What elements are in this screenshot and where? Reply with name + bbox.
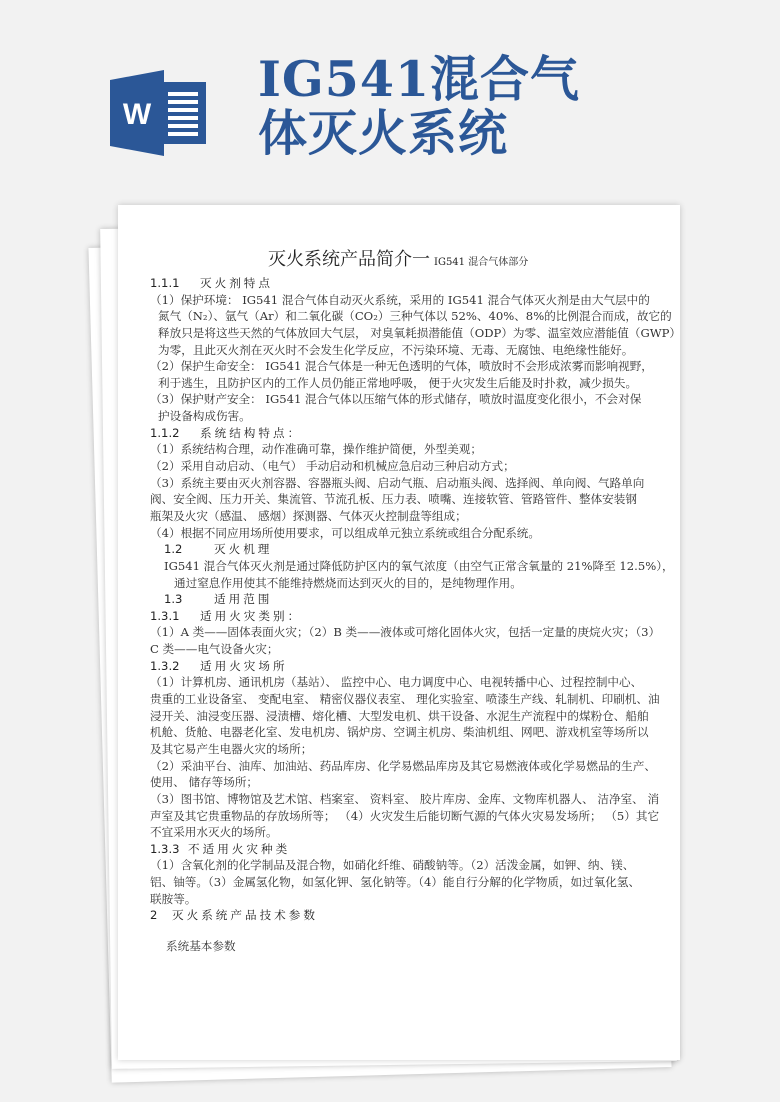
section-number: 1.3.2 xyxy=(150,658,180,673)
paragraph-line: 释放只是将这些天然的气体放回大气层， 对臭氧耗损潜能值（ODP）为零、温室效应潜能值（GWP） xyxy=(158,325,682,340)
paragraph-line: C 类——电气设备火灾； xyxy=(150,642,279,657)
section-heading xyxy=(150,425,650,442)
section-heading xyxy=(150,658,650,675)
paragraph-line: （1）保护环境： IG541 混合气体自动灭火系统，采用的 IG541 混合气体灭火剂是由大气层中的 xyxy=(150,292,650,307)
section-title: 灭火机理 xyxy=(214,542,273,557)
paragraph-line: （2）保护生命安全： IG541 混合气体是一种无色透明的气体，喷放时不会形成浓雾而影响视野， xyxy=(150,359,653,374)
paragraph-line: （1）含氧化剂的化学制品及混合物，如硝化纤维、硝酸钠等。（2）活泼金属，如钾、纳、镁、 xyxy=(150,858,635,873)
section-title: 适用火灾类别： xyxy=(200,608,303,623)
paragraph-line: （1）系统结构合理，动作准确可靠，操作维护简便，外型美观； xyxy=(150,442,483,457)
paragraph-line: 系统基本参数 xyxy=(166,938,236,953)
paragraph-line: （3）保护财产安全： IG541 混合气体以压缩气体的形式储存，喷放时温度变化很小，不会对保 xyxy=(150,392,642,407)
paragraph-line: 联胺等。 xyxy=(150,891,197,906)
paragraph-line: 利于逃生，且防护区内的工作人员仍能正常地呼吸， 便于火灾发生后能及时扑救，减少损失。 xyxy=(158,375,638,390)
paragraph-line: （2）采油平台、油库、加油站、药品库房、化学易燃品库房及其它易燃液体或化学易燃品的生产、 xyxy=(150,758,656,773)
section-title: 不适用火灾种类 xyxy=(188,841,291,856)
paragraph-line: （1）A 类——固体表面火灾；（2）B 类——液体或可熔化固体火灾，包括一定量的庚烷火灾；（3） xyxy=(150,625,661,640)
banner-title xyxy=(258,52,580,160)
paragraph-line: 阀、安全阀、压力开关、集流管、节流孔板、压力表、喷嘴、连接软管、管路管件、整体安装钢 xyxy=(150,492,637,507)
paragraph-line: 浸开关、油浸变压器、浸渍槽、熔化槽、大型发电机、烘干设备、水泥生产流程中的煤粉仓、船舶 xyxy=(150,708,649,723)
section-heading xyxy=(150,541,650,558)
paragraph-line: 瓶架及火灾（感温、 感烟）探测器、气体灭火控制盘等组成； xyxy=(150,508,467,523)
section-number: 1.3.1 xyxy=(150,608,180,623)
document-body xyxy=(150,275,682,955)
paragraph-line: 机舱、货舱、电器老化室、发电机房、锅炉房、空调主机房、柴油机组、网吧、游戏机室等场所以 xyxy=(150,725,649,740)
document-title xyxy=(268,245,528,271)
section-number: 1.2 xyxy=(164,542,183,557)
paragraph-line: 氮气（N₂）、氩气（Ar）和二氧化碳（CO₂）三种气体以 52%、40%、8%的比例混合而成，故它的 xyxy=(158,309,672,324)
paragraph-line: （3）图书馆、博物馆及艺术馆、档案室、 资料室、 胶片库房、金库、文物库机器人、 洁净室、 消 xyxy=(150,791,660,806)
document-subtitle: IG541 混合气体部分 xyxy=(434,257,529,268)
paragraph-line: 为零，且此灭火剂在灭火时不会发生化学反应，不污染环境、无毒、无腐蚀、电绝缘性能好。 xyxy=(158,342,634,357)
paragraph-line: 声室及其它贵重物品的存放场所等； （4）火灾发生后能切断气源的气体火灾易发场所； （5）其它 xyxy=(150,808,660,823)
paragraph-line: （4）根据不同应用场所使用要求，可以组成单元独立系统或组合分配系统。 xyxy=(150,525,540,540)
document-page xyxy=(118,205,680,1060)
banner-title-line1: IG541混合气 xyxy=(258,50,581,108)
section-title: 灭火系统产品技术参数 xyxy=(172,908,318,923)
section-title: 系统结构特点： xyxy=(200,425,303,440)
word-logo-icon xyxy=(108,68,208,158)
section-title: 灭火剂特点 xyxy=(200,276,273,290)
section-heading xyxy=(150,591,650,608)
section-number: 1.1.2 xyxy=(150,425,180,440)
paragraph-line: （1）计算机房、通讯机房（基站）、 监控中心、电力调度中心、电视转播中心、过程控制中心、 xyxy=(150,675,643,690)
section-heading xyxy=(150,907,650,924)
section-title: 适用火灾场所 xyxy=(200,658,288,673)
section-heading xyxy=(150,841,650,858)
svg-text:W: W xyxy=(122,98,152,131)
section-heading xyxy=(150,275,650,292)
paragraph-line: （2）采用自动启动、（电气） 手动启动和机械应急启动三种启动方式； xyxy=(150,459,515,474)
paragraph-line: 通过窒息作用使其不能维持燃烧而达到灭火的目的，是纯物理作用。 xyxy=(174,575,522,590)
paragraph-line: （3）系统主要由灭火剂容器、容器瓶头阀、启动气瓶、启动瓶头阀、选择阀、单向阀、气路单向 xyxy=(150,475,645,490)
section-number: 1.3.3 xyxy=(150,841,180,856)
banner-title-line2: 体灭火系统 xyxy=(258,104,509,162)
section-number: 1.3 xyxy=(164,592,183,607)
paragraph-line: 贵重的工业设备室、 变配电室、 精密仪器仪表室、 理化实验室、喷漆生产线、轧制机、印刷机、油 xyxy=(150,692,660,707)
section-heading xyxy=(150,608,650,625)
paragraph-line: 护设备构成伤害。 xyxy=(158,409,251,424)
paragraph-line: 使用、 储存等场所； xyxy=(150,775,259,790)
section-title: 适用范围 xyxy=(214,592,273,607)
spacer xyxy=(150,924,650,938)
paragraph-line: 不宜采用水灭火的场所。 xyxy=(150,825,278,840)
paragraph-line: 及其它易产生电器火灾的场所； xyxy=(150,741,313,756)
document-title-main: 灭火系统产品简介一 xyxy=(268,249,430,270)
section-number: 1.1.1 xyxy=(150,276,180,290)
paragraph-line: 铝、铀等。（3）金属氢化物，如氢化钾、氢化钠等。（4）能自行分解的化学物质，如过氧化氢、 xyxy=(150,875,641,890)
section-number: 2 xyxy=(150,908,158,923)
paragraph-line: IG541 混合气体灭火剂是通过降低防护区内的氧气浓度（由空气正常含氧量的 21%降至 12.5%）， xyxy=(164,558,674,573)
